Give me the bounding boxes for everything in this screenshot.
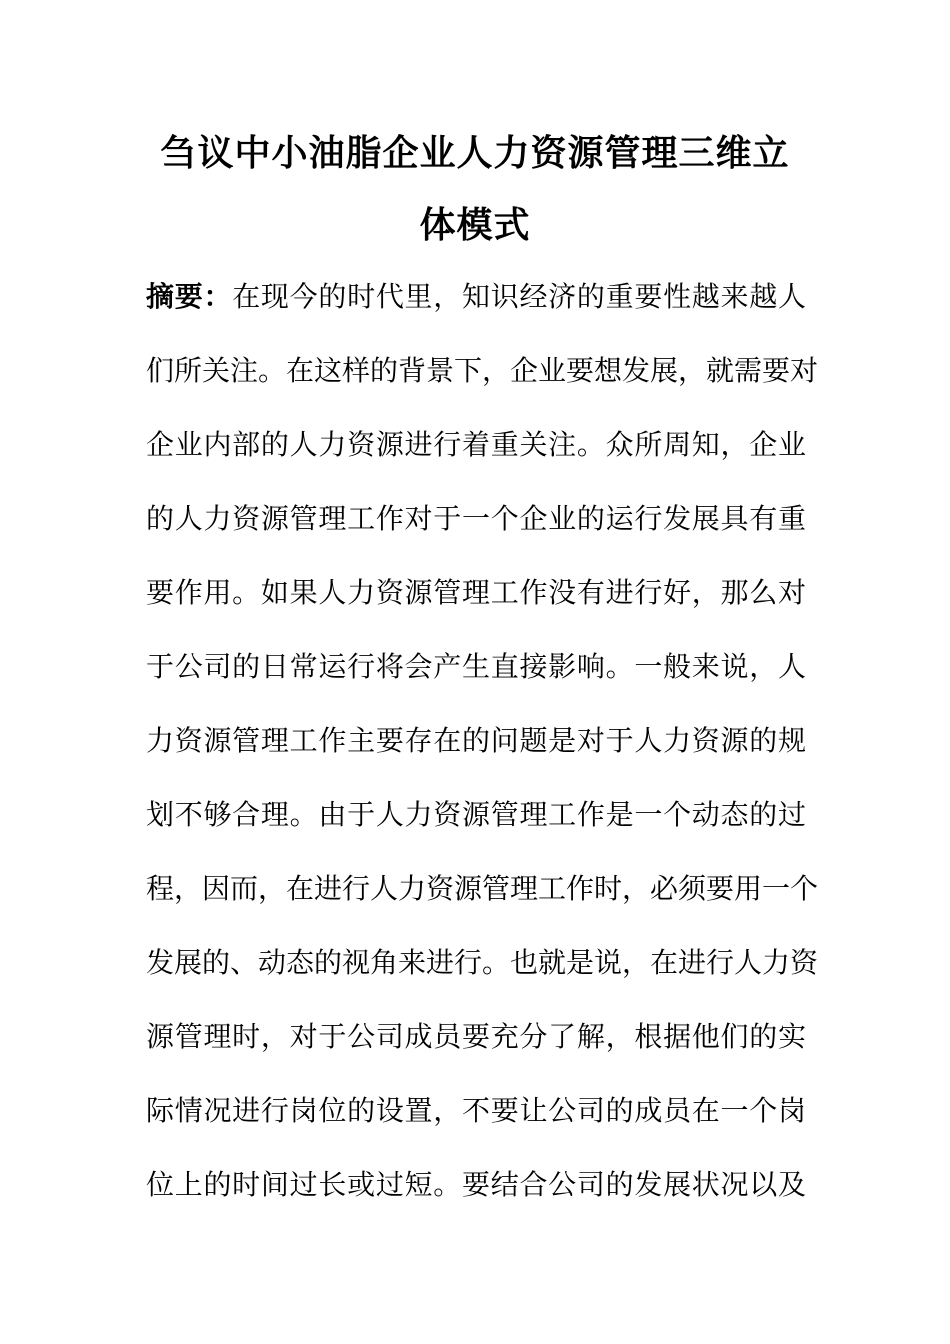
abstract-line: 源管理时，对于公司成员要充分了解，根据他们的实 [146,1020,806,1053]
abstract-line: 于公司的日常运行将会产生直接影响。一般来说，人 [146,650,806,683]
abstract-line-text: 在现今的时代里，知识经济的重要性越来越人 [232,280,806,313]
title-line-1: 刍议中小油脂企业人力资源管理三维立 [160,133,790,174]
abstract-line: 划不够合理。由于人力资源管理工作是一个动态的过 [146,798,806,831]
abstract-line: 们所关注。在这样的背景下，企业要想发展，就需要对 [146,354,819,387]
abstract-line: 际情况进行岗位的设置，不要让公司的成员在一个岗 [146,1094,806,1127]
document-title [145,118,805,262]
title-line-2: 体模式 [419,205,531,246]
abstract-line: 的人力资源管理工作对于一个企业的运行发展具有重 [146,502,806,535]
abstract-line: 企业内部的人力资源进行着重关注。众所周知，企业 [146,428,806,461]
abstract-line: 力资源管理工作主要存在的问题是对于人力资源的规 [146,724,806,757]
abstract-line: 发展的、动态的视角来进行。也就是说，在进行人力资 [146,946,819,979]
abstract-line: 位上的时间过长或过短。要结合公司的发展状况以及 [146,1168,806,1201]
abstract-line [146,260,806,334]
abstract-line: 程，因而，在进行人力资源管理工作时，必须要用一个 [146,872,819,905]
abstract-paragraph [146,260,819,1222]
abstract-line: 要作用。如果人力资源管理工作没有进行好，那么对 [146,576,806,609]
abstract-label: 摘要： [146,280,233,313]
